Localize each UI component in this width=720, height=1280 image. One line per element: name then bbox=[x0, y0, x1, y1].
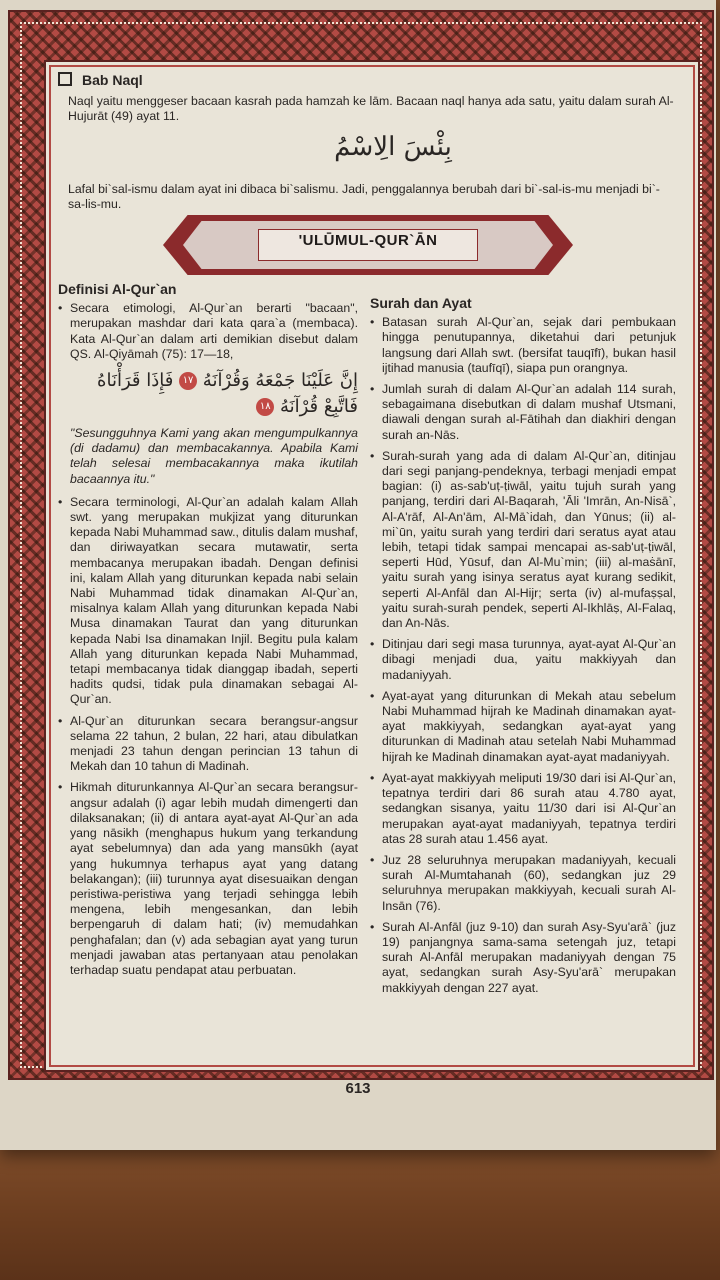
list-item: • Secara terminologi, Al-Qur`an adalah kalam Allah swt. yang merupakan mukjizat yang diturunkan kepada Nabi Muhammad saw., ditulis dalam mushaf, dan diriwayatkan secara mutawatir, serta membacanya merupakan ibadah. Dengan definisi ini, kalam Allah yang diturunkan kepada nabi selain Nabi Muhammad tidak dinamakan Al-Qur`an, misalnya kalam Allah yang diturunkan kepada Nabi Musa dinamakan Taurat dan yang diturunkan kepada Nabi Isa dinamakan Injil. Begitu pula kalam Allah yang diturunkan kepada Nabi Muhammad, tetapi membacanya tidak dianggap ibadah, seperti hadits qudsi, tidak pula dinamakan sebagai Al-Qur`an. bbox=[58, 495, 358, 708]
list-item: • Secara etimologi, Al-Qur`an berarti "bacaan", merupakan mashdar dari kata qara`a (membaca). Kata Al-Qur`an dalam arti demikian disebut dalam QS. Al-Qiyāmah (75): 17—18, إِنَّ عَلَيْنَا جَمْعَهُ وَقُرْآنَهُ ١٧ فَإِذَا قَرَأْنَاهُ فَاتَّبِعْ قُرْآنَهُ ١٨ bbox=[58, 301, 358, 420]
list-item: • Surah-surah yang ada di dalam Al-Qur`an, ditinjau dari segi panjang-pendeknya, terbagi menjadi empat bagian: (i) as-sab'uṭ-ṭiwāl, yaitu tujuh surah yang panjang, terdiri dari Al-Baqarah, 'Āli 'Imrān, An-Nisā`, Al-A'rāf, Al-An'ām, Al-Mā`idah, dan Yūnus; (ii) al-mi`ūn, yaitu surah yang terdiri dari seratus ayat atau lebih, tetapi tidak sampai mencapai as-sab'uṭ-ṭiwāl, seperti Hūd, Yūsuf, dan Al-Mu`min; (iii) al-maṡānī, yaitu surah yang isinya seratus ayat kurang sedikit, seperti Al-Anfāl dan Al-Hijr; serta (iv) al-mufaṣṣal, yaitu surah-surah pendek, seperti Al-Ikhlāṣ, Al-Falaq, dan An-Nās. bbox=[370, 449, 676, 631]
list-item: • Surah Al-Anfāl (juz 9-10) dan surah Asy-Syu'arā` (juz 19) panjangnya sama-sama setengah juz, tetapi surah Al-Anfāl merupakan madaniyyah dengan 75 ayat, sedangkan surah Asy-Syu'arā` merupakan makkiyyah dengan 227 ayat. bbox=[370, 920, 676, 996]
banner-title: 'ULŪMUL-QUR`ĀN bbox=[298, 232, 438, 249]
left-column bbox=[58, 282, 358, 984]
bab-paragraph-2: Lafal bi`sal-ismu dalam ayat ini dibaca bi`salismu. Jadi, penggalannya berubah dari bi`-sal-is-mu menjadi bi`-sa-lis-mu. bbox=[68, 182, 660, 212]
left-heading: Definisi Al-Qur`an bbox=[58, 281, 177, 297]
checkbox-icon bbox=[58, 72, 72, 86]
list-item: • Ditinjau dari segi masa turunnya, ayat-ayat Al-Qur`an dibagi menjadi dua, yaitu makkiyyah dan madaniyyah. bbox=[370, 637, 676, 683]
section-banner bbox=[163, 215, 573, 275]
verse-translation: "Sesungguhnya Kami yang akan mengumpulkannya (di dadamu) dan membacakannya. Apabila Kami telah selesai membacakannya maka ikutilah bacaannya itu." bbox=[70, 426, 358, 486]
list-item: • Juz 28 seluruhnya merupakan madaniyyah, kecuali surah Al-Mumtahanah (60), sedangkan juz 29 seluruhnya merupakan makkiyyah, kecuali surah Al-Insān (76). bbox=[370, 853, 676, 914]
quran-verse: إِنَّ عَلَيْنَا جَمْعَهُ وَقُرْآنَهُ ١٧ فَإِذَا قَرَأْنَاهُ فَاتَّبِعْ قُرْآنَهُ ١٨ bbox=[97, 370, 358, 418]
bab-arabic-text: بِئْسَ الِاسْمُ bbox=[334, 132, 452, 162]
section-bab-naql bbox=[58, 72, 143, 88]
ayah-number-icon: ١٨ bbox=[256, 398, 274, 416]
bab-title: Bab Naql bbox=[82, 72, 143, 88]
page-number: 613 bbox=[345, 1080, 371, 1097]
list-item: • Ayat-ayat makkiyyah meliputi 19/30 dari isi Al-Qur`an, tepatnya terdiri dari 86 surah atau 4.780 ayat, sedangkan sisanya, yaitu 11/30 dari isi Al-Qur`an merupakan ayat-ayat madaniyyah, tepatnya terdiri atas 28 surah atau 1.456 ayat. bbox=[370, 771, 676, 847]
list-item: • Al-Qur`an diturunkan secara berangsur-angsur selama 22 tahun, 2 bulan, 22 hari, atau dibulatkan menjadi 23 tahun dengan perincian 13 tahun di Mekah dan 10 tahun di Madinah. bbox=[58, 714, 358, 775]
ayah-number-icon: ١٧ bbox=[179, 372, 197, 390]
list-item: • Batasan surah Al-Qur`an, sejak dari pembukaan hingga penutupannya, diketahui dari petunjuk langsung dari Allah swt. (bersifat tauqīfī), bukan hasil ijtihad manusia (taufīqī), siapa pun orangnya. bbox=[370, 315, 676, 376]
right-heading: Surah dan Ayat bbox=[370, 295, 472, 311]
bab-paragraph-1: Naql yaitu menggeser bacaan kasrah pada hamzah ke lām. Bacaan naql hanya ada satu, yaitu dalam surah Al-Hujurāt (49) ayat 11. bbox=[68, 94, 674, 124]
right-column bbox=[370, 296, 676, 1002]
list-item: • Hikmah diturunkannya Al-Qur`an secara berangsur-angsur adalah (i) agar lebih mudah dimengerti dan dilaksanakan; (ii) di antara ayat-ayat Al-Qur`an ada yang nāsikh (menghapus hukum yang terkandung ayat sebelumnya) dan ada yang mansūkh (ayat yang hukumnya terhapus ayat yang datang belakangan); (iii) turunnya ayat disesuaikan dengan peristiwa-peristiwa yang terjadi sehingga lebih mengena, lebih mengesankan, dan lebih berpengaruh di dalam hati; (iv) memudahkan penghafalan; dan (v) ada sebagian ayat yang turun menjadi jawaban atas pertanyaan atau penolakan terhadap suatu pendapat atau perbuatan. bbox=[58, 780, 358, 978]
list-item: • Jumlah surah di dalam Al-Qur`an adalah 114 surah, sebagaimana disebutkan di dalam mushaf Utsmani, diawali dengan surah al-Fātihah dan diakhiri dengan surah an-Nās. bbox=[370, 382, 676, 443]
list-item: • Ayat-ayat yang diturunkan di Mekah atau sebelum Nabi Muhammad hijrah ke Madinah dinamakan ayat-ayat makkiyyah, sedangkan ayat-ayat yang diturunkan di Madinah atau setelah Nabi Muhammad hijrah ke Madinah dinamakan ayat-ayat madaniyyah. bbox=[370, 689, 676, 765]
